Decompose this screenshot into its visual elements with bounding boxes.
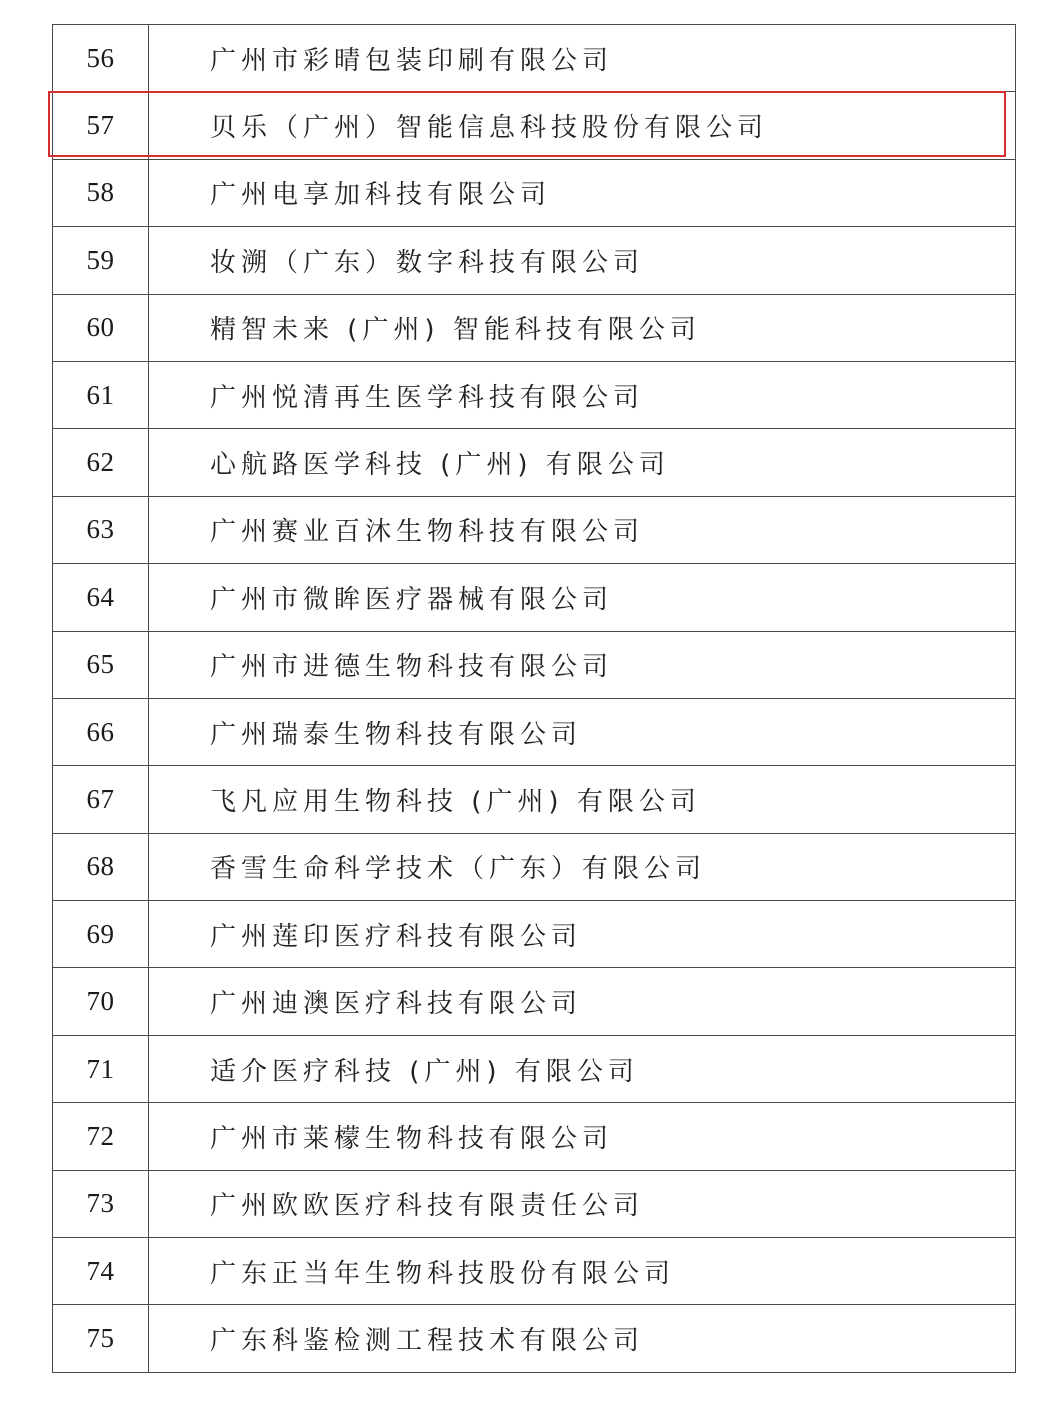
company-name: 广州赛业百沐生物科技有限公司	[210, 517, 645, 548]
row-number: 64	[53, 564, 149, 630]
row-number: 74	[53, 1238, 149, 1304]
table-row	[53, 968, 1015, 1035]
company-name: 适介医疗科技 (广州) 有限公司	[210, 1056, 639, 1087]
company-name: 广州市进德生物科技有限公司	[210, 652, 614, 683]
company-name: 广州莲印医疗科技有限公司	[210, 921, 583, 952]
company-name: 广东正当年生物科技股份有限公司	[210, 1258, 676, 1289]
row-number: 58	[53, 160, 149, 226]
company-name: 广州迪澳医疗科技有限公司	[210, 989, 583, 1020]
row-number: 56	[53, 25, 149, 91]
row-number: 63	[53, 497, 149, 563]
table-row	[53, 564, 1015, 631]
table-row-highlighted	[53, 92, 1015, 159]
row-number: 71	[53, 1036, 149, 1102]
company-name: 妆溯（广东）数字科技有限公司	[210, 247, 645, 278]
row-number: 60	[53, 295, 149, 361]
row-number: 66	[53, 699, 149, 765]
table-row	[53, 362, 1015, 429]
row-number: 57	[53, 92, 149, 158]
company-name: 广州市微眸医疗器械有限公司	[210, 584, 614, 615]
company-name: 广州电享加科技有限公司	[210, 180, 552, 211]
table-row	[53, 766, 1015, 833]
company-name: 香雪生命科学技术（广东）有限公司	[210, 854, 707, 885]
company-name: 广州瑞泰生物科技有限公司	[210, 719, 583, 750]
row-number: 62	[53, 429, 149, 495]
company-name: 心航路医学科技 (广州) 有限公司	[210, 450, 670, 481]
company-name: 广州欧欧医疗科技有限责任公司	[210, 1191, 645, 1222]
company-name: 广州市莱檬生物科技有限公司	[210, 1123, 614, 1154]
table-row	[53, 25, 1015, 92]
company-name: 精智未来 (广州) 智能科技有限公司	[210, 315, 701, 346]
row-number: 61	[53, 362, 149, 428]
company-name: 飞凡应用生物科技 (广州) 有限公司	[210, 786, 701, 817]
row-number: 69	[53, 901, 149, 967]
row-number: 59	[53, 227, 149, 293]
company-name: 广东科鉴检测工程技术有限公司	[210, 1326, 645, 1357]
company-name: 贝乐（广州）智能信息科技股份有限公司	[210, 113, 769, 144]
company-list-table	[52, 24, 1016, 1373]
row-number: 67	[53, 766, 149, 832]
row-number: 65	[53, 632, 149, 698]
table-row	[53, 295, 1015, 362]
table-row	[53, 834, 1015, 901]
row-number: 70	[53, 968, 149, 1034]
table-row	[53, 1238, 1015, 1305]
row-number: 68	[53, 834, 149, 900]
table-row	[53, 160, 1015, 227]
table-row	[53, 1305, 1015, 1372]
row-number: 73	[53, 1171, 149, 1237]
table-row	[53, 1036, 1015, 1103]
table-row	[53, 227, 1015, 294]
table-row	[53, 901, 1015, 968]
row-number: 72	[53, 1103, 149, 1169]
table-row	[53, 429, 1015, 496]
table-row	[53, 632, 1015, 699]
table-row	[53, 497, 1015, 564]
table-row	[53, 699, 1015, 766]
company-name: 广州悦清再生医学科技有限公司	[210, 382, 645, 413]
company-name: 广州市彩晴包装印刷有限公司	[210, 45, 614, 76]
table-row	[53, 1103, 1015, 1170]
row-number: 75	[53, 1305, 149, 1371]
table-row	[53, 1171, 1015, 1238]
